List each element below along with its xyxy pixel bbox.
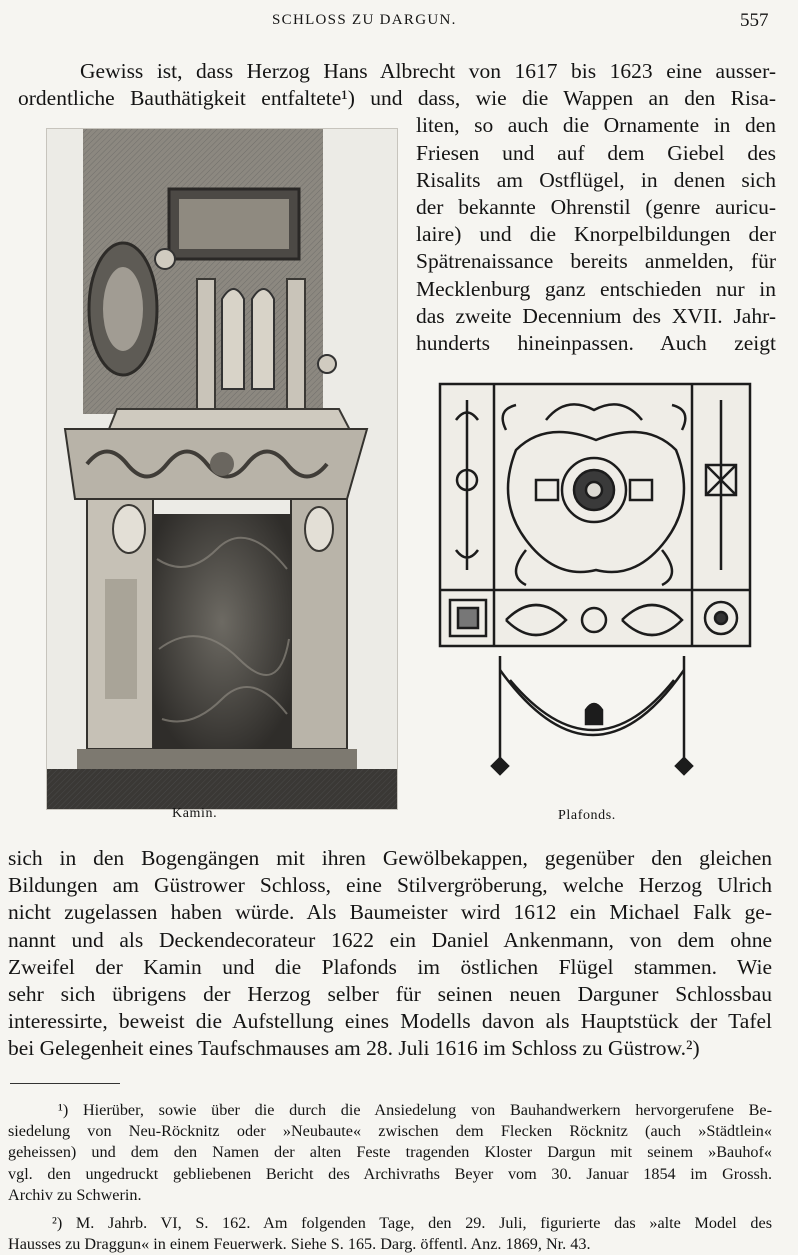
text-line: Gewiss ist, dass Herzog Hans Albrecht von 1617 bis 1623 eine ausser-: [80, 59, 776, 83]
text-line: hunderts hineinpassen. Auch zeigt: [416, 331, 776, 356]
footnote-line: geheissen) und dem den Namen der alten Feste tragenden Kloster Dargun mit seinem »Bauhof«: [8, 1143, 772, 1162]
footnote-line: vgl. den ungedruckt gebliebenen Bericht des Archivraths Beyer vom 30. Januar 1854 im Grossh.: [8, 1164, 772, 1183]
footnote-line: siedelung von Neu-Röcknitz oder »Neubaute« zwischen dem Flecken Röcknitz (auch »Städtlein«: [8, 1122, 772, 1141]
kamin-caption: Kamin.: [172, 806, 218, 821]
footnotes: [8, 1100, 772, 1255]
text-line: nannt und als Deckendecorateur 1622 ein Daniel Ankenmann, von dem ohne: [8, 927, 772, 952]
text-line: das zweite Decennium des XVII. Jahr-: [416, 303, 776, 328]
plafonds-figure: [436, 380, 756, 790]
text-line: ordentliche Bauthätigkeit entfaltete¹) und dass, wie die Wappen an den Risa-: [18, 86, 776, 111]
text-line: Zweifel der Kamin und die Plafonds im östlichen Flügel stammen. Wie: [8, 954, 772, 979]
text-line: laire) und die Knorpelbildungen der: [416, 222, 776, 247]
text-line: liten, so auch die Ornamente in den: [416, 113, 776, 138]
text-line: sich in den Bogengängen mit ihren Gewölbekappen, gegenüber den gleichen: [8, 846, 772, 870]
kamin-figure: [46, 128, 398, 810]
running-title: SCHLOSS ZU DARGUN.: [272, 12, 457, 28]
plafonds-caption: Plafonds.: [558, 808, 616, 823]
text-line: der bekannte Ohrenstil (genre auricu-: [416, 195, 776, 220]
paragraph-2: [8, 845, 772, 1063]
plafonds-illustration: [436, 380, 756, 790]
text-line: bei Gelegenheit eines Taufschmauses am 28. Juli 1616 im Schloss zu Güstrow.²): [8, 1036, 700, 1061]
text-line: nicht zugelassen haben würde. Als Baumeister wird 1612 ein Michael Falk ge-: [8, 900, 772, 925]
text-line: Spätrenaissance bereits anmelden, für: [416, 249, 776, 274]
text-line: interessirte, beweist die Aufstellung eines Modells davon als Hauptstück der Tafel: [8, 1009, 772, 1034]
text-line: Risalits am Ostflügel, in denen sich: [416, 167, 776, 192]
page-number: 557: [740, 10, 769, 31]
page-header: [0, 8, 798, 38]
footnote-line: Hausses zu Draggun« in einem Feuerwerk. Siehe S. 165. Darg. öffentl. Anz. 1869, Nr. 43.: [8, 1235, 591, 1254]
kamin-illustration: [47, 129, 397, 809]
text-line: Bildungen am Güstrower Schloss, eine Stilvergröberung, welche Herzog Ulrich: [8, 873, 772, 898]
text-line: Mecklenburg ganz entschieden nur in: [416, 276, 776, 301]
footnote-line: ¹) Hierüber, sowie über die durch die Ansiedelung von Bauhandwerkern hervorgerufene Be-: [58, 1101, 772, 1119]
footnote-line: ²) M. Jahrb. VI, S. 162. Am folgenden Tage, den 29. Juli, figurierte das »alte Model des: [52, 1214, 772, 1233]
text-line: sehr sich übrigens der Herzog selber für seinen neuen Darguner Schlossbau: [8, 982, 772, 1007]
footnote-rule: [10, 1083, 120, 1084]
footnote-1: [8, 1100, 772, 1206]
footnote-line: Archiv zu Schwerin.: [8, 1185, 142, 1204]
text-line: Friesen und auf dem Giebel des: [416, 140, 776, 165]
footnote-2: [8, 1213, 772, 1255]
